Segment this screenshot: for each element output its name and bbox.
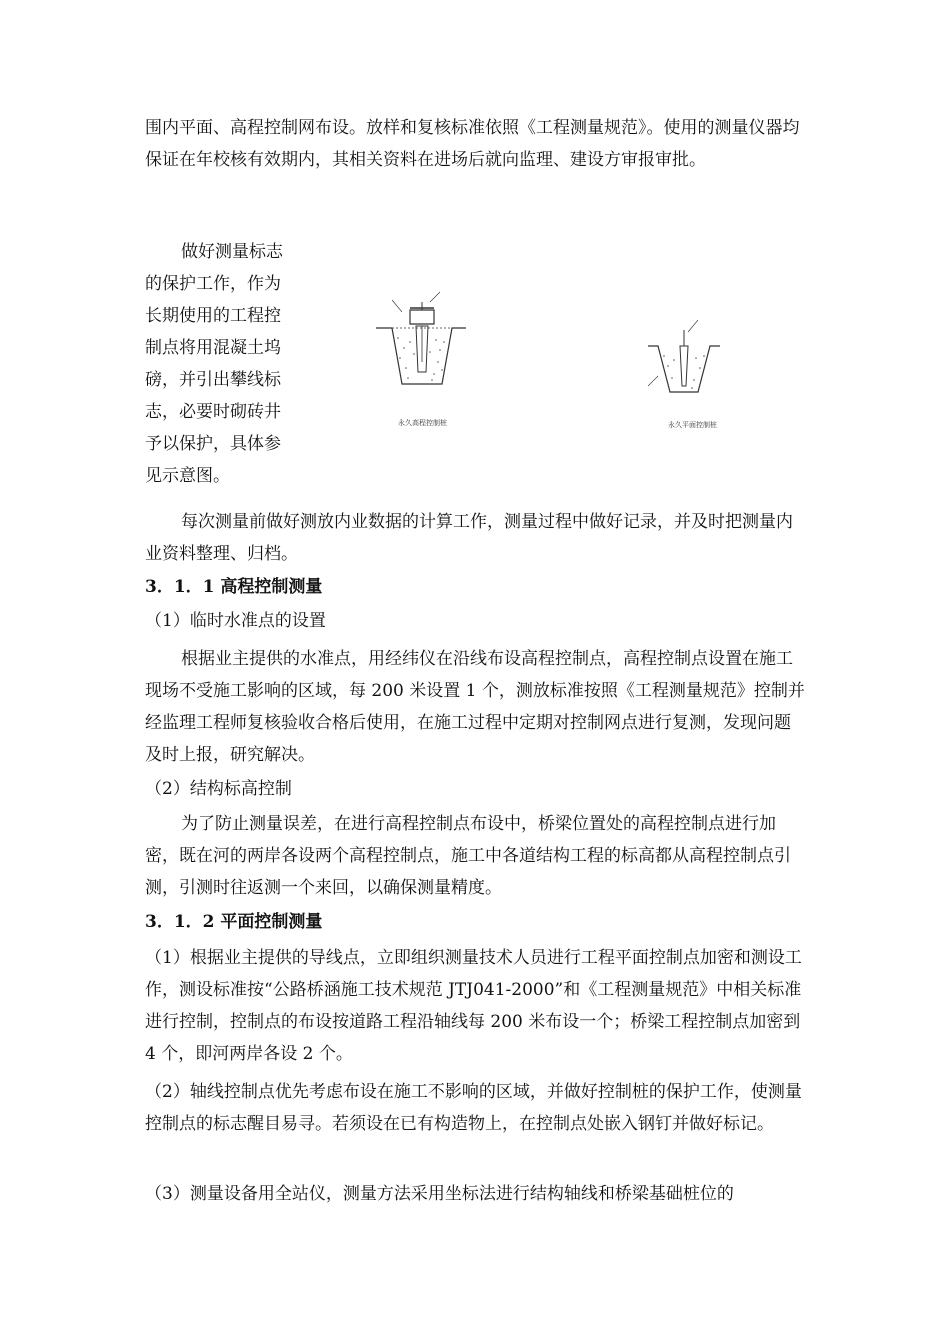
paragraph-marker-protection: 做好测量标志的保护工作，作为长期使用的工程控制点将用混凝土坞磅，并引出攀线标志，必要时砌砖井予以保护，具体参见示意图。 bbox=[145, 242, 283, 486]
paragraph-plane-control-2: （2）轴线控制点优先考虑布设在施工不影响的区域，并做好控制桩的保护工作，使测量控制点的标志醒目易寻。若须设在已有构造物上，在控制点处嵌入钢钉并做好标记。 bbox=[145, 1082, 802, 1134]
section-heading-3-1-2: 3．1．2 平面控制测量 bbox=[145, 912, 323, 932]
subheading-benchmark-setup: （1）临时水准点的设置 bbox=[145, 611, 326, 631]
paragraph-plane-control-1: （1）根据业主提供的导线点，立即组织测量技术人员进行工程平面控制点加密和测设工作，测设标准按“公路桥涵施工技术规范 JTJ041-2000”和《工程测量规范》中相关标准进行控制，控制点的布设按道路工程沿轴线每 200 米布设一个；桥梁工程控制点加密到 4 个，即河两岸各设 2 个。 bbox=[145, 948, 802, 1064]
elevation-control-pile-diagram bbox=[370, 282, 470, 402]
paragraph-plane-control-3: （3）测量设备用全站仪，测量方法采用坐标法进行结构轴线和桥梁基础桩位的 bbox=[145, 1184, 734, 1204]
paragraph-intro: 围内平面、高程控制网布设。放样和复核标准依照《工程测量规范》。使用的测量仪器均保证在年校核有效期内，其相关资料在进场后就向监理、建设方审报审批。 bbox=[145, 118, 800, 170]
paragraph-elevation: 为了防止测量误差，在进行高程控制点布设中，桥梁位置处的高程控制点进行加密，既在河的两岸各设两个高程控制点，施工中各道结构工程的标高都从高程控制点引测，引测时往返测一个来回，以确保测量精度。 bbox=[145, 814, 791, 898]
paragraph-calculation: 每次测量前做好测放内业数据的计算工作，测量过程中做好记录，并及时把测量内业资料整理、归档。 bbox=[145, 512, 793, 564]
paragraph-benchmark: 根据业主提供的水准点，用经纬仪在沿线布设高程控制点，高程控制点设置在施工现场不受施工影响的区域，每 200 米设置 1 个，测放标准按照《工程测量规范》控制并经监理工程师复核验收合格后使用，在施工过程中定期对控制网点进行复测，发现问题及时上报，研究解决。 bbox=[145, 649, 805, 765]
plane-control-pile-diagram bbox=[644, 300, 724, 406]
subheading-elevation-control: （2）结构标高控制 bbox=[145, 779, 292, 799]
elevation-pile-caption: 永久高程控制桩 bbox=[398, 419, 447, 427]
section-heading-3-1-1: 3．1．1 高程控制测量 bbox=[145, 577, 323, 597]
plane-pile-caption: 永久平面控制桩 bbox=[668, 421, 717, 429]
